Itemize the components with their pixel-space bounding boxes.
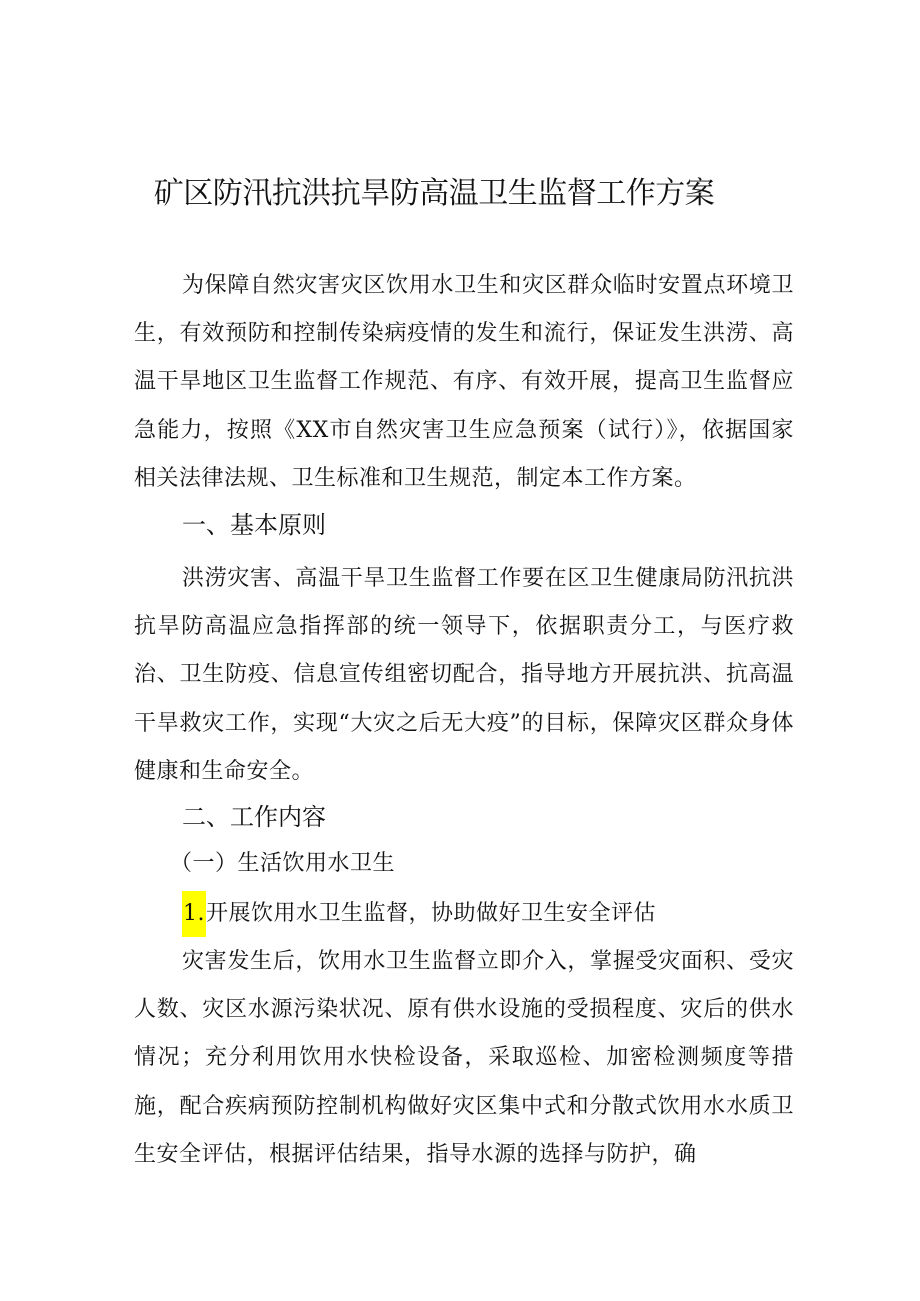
document-title: 矿区防汛抗洪抗旱防高温卫生监督工作方案 [153,176,715,211]
numbered-item-heading [182,891,656,937]
section-heading-work-content: 二、工作内容 [182,803,326,831]
item-heading-text: 开展饮用水卫生监督，协助做好卫生安全评估 [206,901,657,926]
drinking-water-paragraph: 灾害发生后，饮用水卫生监督立即介入，掌握受灾面积、受灾人数、灾区水源污染状况、原有供水设施的受损程度、灾后的供水情况；充分利用饮用水快检设备，采取巡检、加密检测频度等措施，配合疾病预防控制机构做好灾区集中式和分散式饮用水水质卫生安全评估，根据评估结果，指导水源的选择与防护，确 [134,949,794,1167]
intro-paragraph: 为保障自然灾害灾区饮用水卫生和灾区群众临时安置点环境卫生，有效预防和控制传染病疫情的发生和流行，保证发生洪涝、高温干旱地区卫生监督工作规范、有序、有效开展，提高卫生监督应急能力，按照《XX市自然灾害卫生应急预案（试行）》，依据国家相关法律法规、卫生标准和卫生规范，制定本工作方案。 [134,273,794,491]
subsection-heading-drinking-water: （一）生活饮用水卫生 [170,851,396,876]
basic-principles-paragraph: 洪涝灾害、高温干旱卫生监督工作要在区卫生健康局防汛抗洪抗旱防高温应急指挥部的统一领导下，依据职责分工，与医疗救治、卫生防疫、信息宣传组密切配合，指导地方开展抗洪、抗高温干旱救灾工作，实现“大灾之后无大疫”的目标，保障灾区群众身体健康和生命安全。 [134,566,794,784]
section-heading-basic-principles: 一、基本原则 [182,511,326,539]
highlighted-item-number: 1. [182,891,206,937]
